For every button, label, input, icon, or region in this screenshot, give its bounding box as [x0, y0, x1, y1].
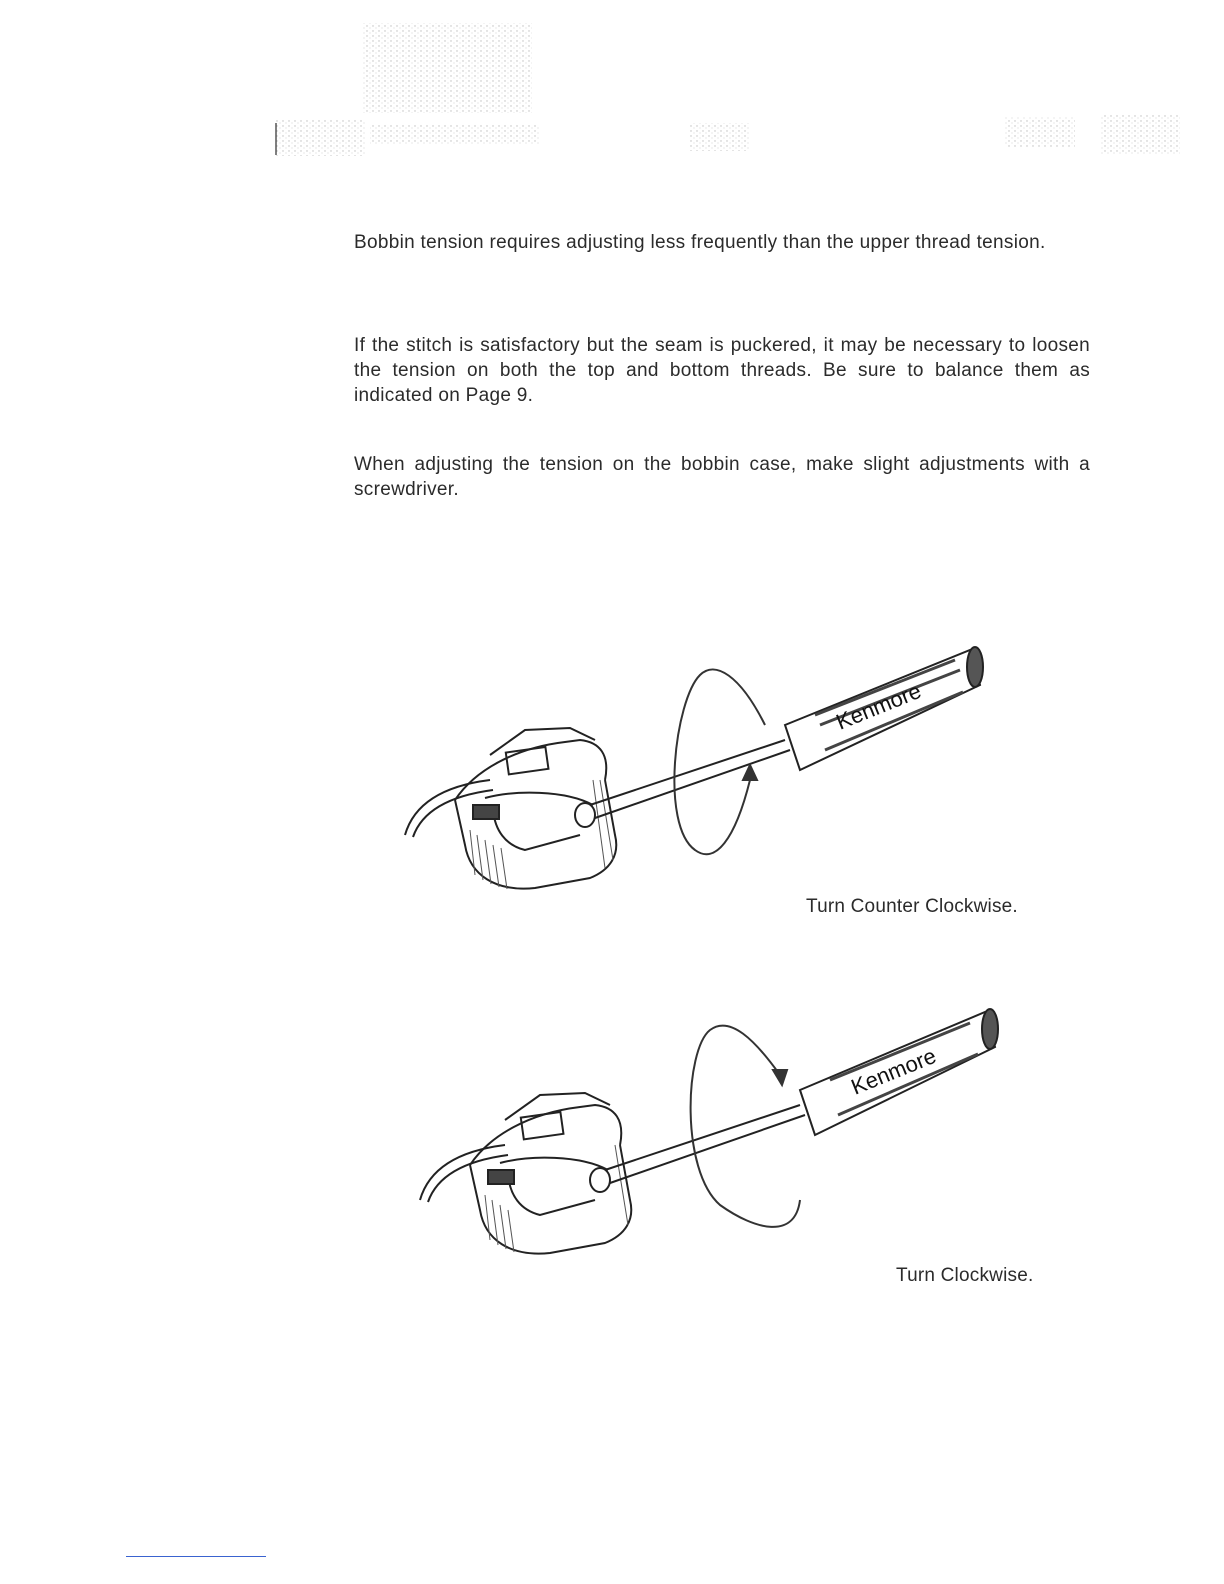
figure-clockwise: [410, 990, 1020, 1260]
screwdriver-illustration: [605, 1009, 998, 1183]
footer-rule: [126, 1556, 266, 1557]
screwdriver-illustration: [590, 647, 983, 818]
caption-clockwise: Turn Clockwise.: [896, 1265, 1034, 1286]
caption-counter-clockwise: Turn Counter Clockwise.: [806, 896, 1018, 917]
paragraph-bobbin-tension: Bobbin tension requires adjusting less frequently than the upper thread tension.: [354, 232, 1046, 253]
paragraph-adjust-screwdriver: When adjusting the tension on the bobbin case, make slight adjustments with a screwdriver.: [354, 454, 1090, 500]
figure-counter-clockwise: [395, 630, 1005, 900]
bobbin-case-illustration: [420, 1093, 631, 1254]
brand-label: Kenmore: [847, 1043, 940, 1100]
rotation-arrow-clockwise: [691, 1026, 800, 1227]
bobbin-case-illustration: [405, 728, 616, 889]
scan-speckle-top: [270, 15, 1190, 165]
brand-label: Kenmore: [832, 678, 925, 735]
paragraph-seam-puckered: If the stitch is satisfactory but the seam is puckered, it may be necessary to loosen the tension on both the top and bottom threads. Be sure to balance them as indicated on Page 9.: [354, 335, 1090, 406]
